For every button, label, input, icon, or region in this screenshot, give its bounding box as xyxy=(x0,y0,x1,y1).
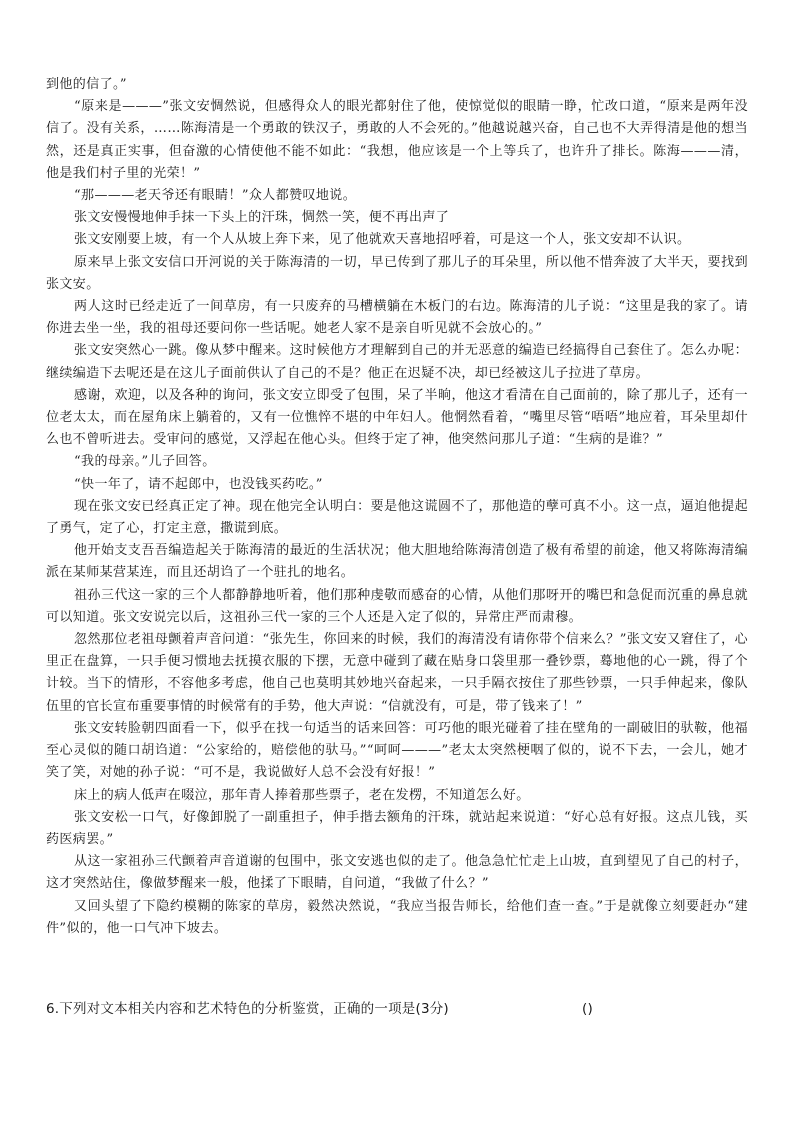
paragraph-11: “快一年了，请不起郎中，也没钱买药吃。” xyxy=(74,476,323,492)
paragraph-13: 他开始支支吾吾编造起关于陈海清的最近的生活状况；他大胆地给陈海清创造了极有希望的前途，他又将陈海清编派在某师某营某连，而且还胡诌了一个驻扎的地名。 xyxy=(46,543,748,581)
paragraph-2: “原来是———”张文安惆然说，但感得众人的眼光都射住了他，使惊觉似的眼睛一睁，忙改口道，“原来是两年没信了。没有关系，……陈海清是一个勇敢的铁汉子，勇敢的人不会死的。”他越说越兴奋，自己也不大弄得清是他的想当然，还是真正实事，但奋激的心情使他不能不如此：“我想，他应该是一个上等兵了，也许升了排长。陈海———清，他是我们村子里的光荣！” xyxy=(46,99,748,181)
answer-blank: () xyxy=(582,1001,593,1017)
paragraph-6: 原来早上张文安信口开河说的关于陈海清的一切，早已传到了那儿子的耳朵里，所以他不惜奔波了大半天，要找到张文安。 xyxy=(46,254,748,292)
paragraph-19: 从这一家祖孙三代颤着声音道谢的包围中，张文安逃也似的走了。他急急忙忙走上山坡，直到望见了自己的村子，这才突然站住，像做梦醒来一般，他揉了下眼睛，自问道，“我做了什么？” xyxy=(46,854,748,892)
paragraph-16: 张文安转脸朝四面看一下，似乎在找一句适当的话来回答：可巧他的眼光碰着了挂在壁角的一副破旧的驮鞍，他福至心灵似的随口胡诌道：“公家给的，赔偿他的驮马。”“呵呵———”老太太突然梗咽了似的，说不下去，一会儿，她才笑了笑，对她的孙子说：“可不是，我说做好人总不会没有好报！” xyxy=(46,720,748,781)
paragraph-3: “那———老天爷还有眼睛！”众人都赞叹地说。 xyxy=(74,188,357,204)
paragraph-17: 床上的病人低声在啜泣，那年青人捧着那些票子，老在发楞，不知道怎么好。 xyxy=(74,787,530,803)
paragraph-4: 张文安慢慢地伸手抹一下头上的汗珠，惆然一笑，便不再出声了 xyxy=(74,210,450,226)
paragraph-5: 张文安刚要上坡，有一个人从坡上奔下来，见了他就欢天喜地招呼着，可是这一个人，张文安却不认识。 xyxy=(74,232,691,248)
question-6 xyxy=(46,1000,748,1018)
paragraph-20: 又回头望了下隐约模糊的陈家的草房，毅然决然说，“我应当报告师长，给他们查一查。”于是就像立刻要赶办“建件”似的，他一口气冲下坡去。 xyxy=(46,898,748,936)
paragraph-15: 忽然那位老祖母颤着声音问道：“张先生，你回来的时候，我们的海清没有请你带个信来么？”张文安又窘住了，心里正在盘算，一只手便习惯地去抚摸衣服的下摆，无意中碰到了藏在贴身口袋里那一叠钞票，蓦地他的心一跳，得了个计较。当下的情形，不容他多考虑，他自己也莫明其妙地兴奋起来，一只手隔衣按住了那些钞票，一只手伸起来，像队伍里的官长宣布重要事情的时候常有的手势，他大声说：“信就没有，可是，带了钱来了！” xyxy=(46,632,748,714)
paragraph-10: “我的母亲。”儿子回答。 xyxy=(74,454,216,470)
passage-text xyxy=(46,74,748,940)
paragraph-12: 现在张文安已经真正定了神。现在他完全认明白：要是他这谎圆不了，那他造的孽可真不小。这一点，逼迫他提起了勇气，定了心，打定主意，撒谎到底。 xyxy=(46,498,748,537)
paragraph-8: 张文安突然心一跳。像从梦中醒来。这时候他方才理解到自己的并无恶意的编造已经搞得自己套住了。怎么办呢：继续编造下去呢还是在这儿子面前供认了自己的不是？他正在迟疑不决，却已经被这儿子拉进了草房。 xyxy=(46,343,748,381)
paragraph-9: 感谢，欢迎，以及各种的询问，张文安立即受了包围，呆了半晌，他这才看清在自己面前的，除了那儿子，还有一位老太太，而在屋角床上躺着的，又有一位憔悴不堪的中年妇人。他惘然看着，“嘴里尽管“唔唔”地应着，耳朵里却什么也不曾听进去。受审问的感觉，又浮起在他心头。但终于定了神，他突然问那儿子道：“生病的是谁？” xyxy=(46,387,748,448)
paragraph-1: 到他的信了。” xyxy=(46,77,127,92)
paragraph-18: 张文安松一口气，好像卸脱了一副重担子，伸手揩去额角的汗珠，就站起来说道：“好心总有好报。这点儿钱，买药医病罢。” xyxy=(46,809,748,847)
paragraph-14: 祖孙三代这一家的三个人都静静地听着，他们那种虔敬而感奋的心情，从他们那呀开的嘴巴和急促而沉重的鼻息就可以知道。张文安说完以后，这祖孙三代一家的三个人还是入定了似的，异常庄严而肃穆。 xyxy=(46,587,748,625)
question-6-text: 6.下列对文本相关内容和艺术特色的分析鉴赏，正确的一项是(3分) xyxy=(46,1001,449,1017)
paragraph-7: 两人这时已经走近了一间草房，有一只废弃的马槽横躺在木板门的右边。陈海清的儿子说：“这里是我的家了。请你进去坐一坐，我的祖母还要问你一些话呢。她老人家不是亲自听见就不会放心的。” xyxy=(46,299,748,337)
